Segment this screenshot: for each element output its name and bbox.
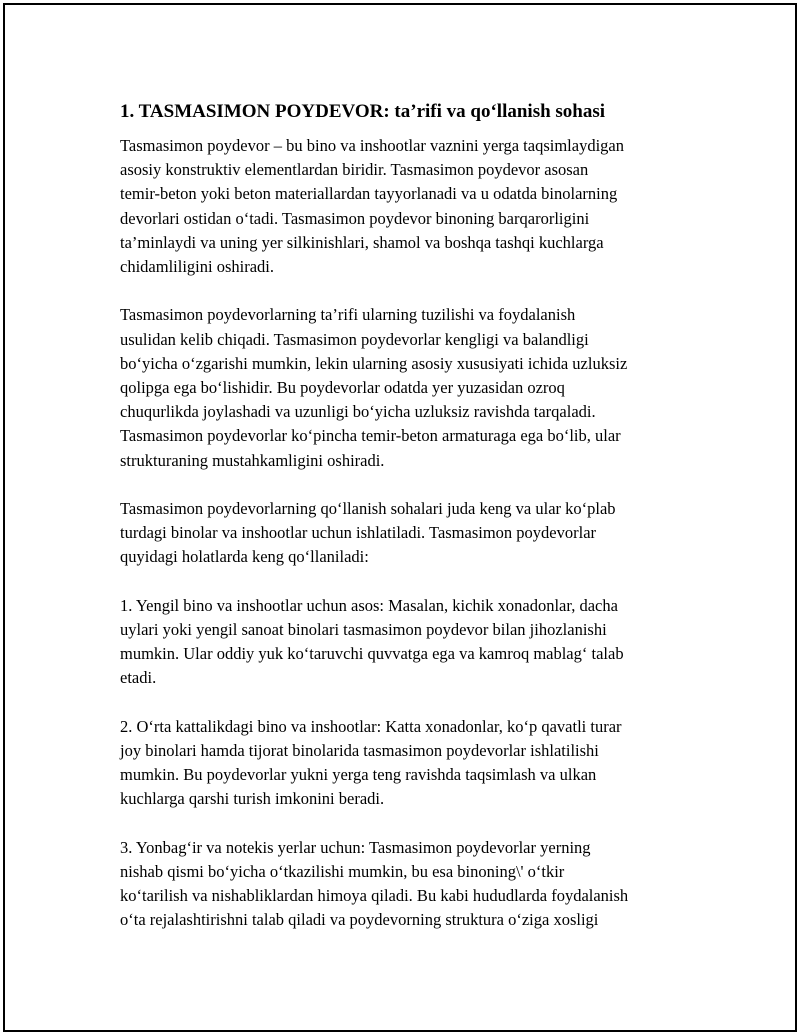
text-line: Tasmasimon poydevorlar ko‘pincha temir-beton armaturaga ega bo‘lib, ular bbox=[120, 426, 621, 446]
text-line: bo‘yicha o‘zgarishi mumkin, lekin ularning asosiy xususiyati ichida uzluksiz bbox=[120, 353, 628, 373]
text-line: strukturaning mustahkamligini oshiradi. bbox=[120, 450, 385, 470]
list-item-light-buildings bbox=[120, 594, 695, 691]
text-line: devorlari ostidan o‘tadi. Tasmasimon poydevor binoning barqarorligini bbox=[120, 208, 590, 228]
text-line: ta’minlaydi va uning yer silkinishlari, shamol va boshqa tashqi kuchlarga bbox=[120, 232, 604, 252]
paragraph-applications-intro bbox=[120, 497, 695, 570]
text-line: mumkin. Ular oddiy yuk ko‘taruvchi quvvatga ega va kamroq mablag‘ talab bbox=[120, 644, 624, 664]
text-line: Tasmasimon poydevorlarning qo‘llanish sohalari juda keng va ular ko‘plab bbox=[120, 499, 616, 519]
text-line: 1. Yengil bino va inshootlar uchun asos: Masalan, kichik xonadonlar, dacha bbox=[120, 595, 618, 615]
text-line: 3. Yonbag‘ir va notekis yerlar uchun: Tasmasimon poydevorlar yerning bbox=[120, 837, 591, 857]
text-line: o‘ta rejalashtirishni talab qiladi va poydevorning struktura o‘ziga xosligi bbox=[120, 910, 599, 930]
paragraph-definition-intro bbox=[120, 134, 695, 279]
text-line: qolipga ega bo‘lishidir. Bu poydevorlar odatda yer yuzasidan ozroq bbox=[120, 378, 565, 398]
text-line: ko‘tarilish va nishabliklardan himoya qiladi. Bu kabi hududlarda foydalanish bbox=[120, 886, 629, 906]
text-line: kuchlarga qarshi turish imkonini beradi. bbox=[120, 789, 385, 809]
document-page bbox=[3, 3, 797, 1032]
text-line: nishab qismi bo‘yicha o‘tkazilishi mumkin, bu esa binoning\' o‘tkir bbox=[120, 862, 565, 882]
list-item-slopes bbox=[120, 836, 695, 933]
paragraph-definition-structure bbox=[120, 303, 695, 472]
text-line: etadi. bbox=[120, 668, 157, 688]
text-line: asosiy konstruktiv elementlardan biridir. Tasmasimon poydevor asosan bbox=[120, 160, 589, 180]
text-line: mumkin. Bu poydevorlar yukni yerga teng ravishda taqsimlash va ulkan bbox=[120, 765, 597, 785]
text-line: usulidan kelib chiqadi. Tasmasimon poydevorlar kengligi va balandligi bbox=[120, 329, 589, 349]
section-heading: 1. TASMASIMON POYDEVOR: ta’rifi va qo‘llanish sohasi bbox=[120, 101, 606, 122]
text-line: quyidagi holatlarda keng qo‘llaniladi: bbox=[120, 547, 369, 567]
text-line: chuqurlikda joylashadi va uzunligi bo‘yicha uzluksiz ravishda tarqaladi. bbox=[120, 402, 596, 422]
text-line: uylari yoki yengil sanoat binolari tasmasimon poydevor bilan jihozlanishi bbox=[120, 620, 607, 640]
list-item-medium-buildings bbox=[120, 715, 695, 812]
document-body bbox=[120, 90, 695, 957]
text-line: joy binolari hamda tijorat binolarida tasmasimon poydevorlar ishlatilishi bbox=[120, 741, 599, 761]
text-line: Tasmasimon poydevor – bu bino va inshootlar vaznini yerga taqsimlaydigan bbox=[120, 136, 624, 155]
text-line: chidamliligini oshiradi. bbox=[120, 257, 274, 277]
text-line: turdagi binolar va inshootlar uchun ishlatiladi. Tasmasimon poydevorlar bbox=[120, 523, 597, 543]
text-line: temir-beton yoki beton materiallardan tayyorlanadi va u odatda binolarning bbox=[120, 184, 618, 204]
text-line: 2. O‘rta kattalikdagi bino va inshootlar: Katta xonadonlar, ko‘p qavatli turar bbox=[120, 716, 622, 736]
text-line: Tasmasimon poydevorlarning ta’rifi ularning tuzilishi va foydalanish bbox=[120, 305, 576, 325]
